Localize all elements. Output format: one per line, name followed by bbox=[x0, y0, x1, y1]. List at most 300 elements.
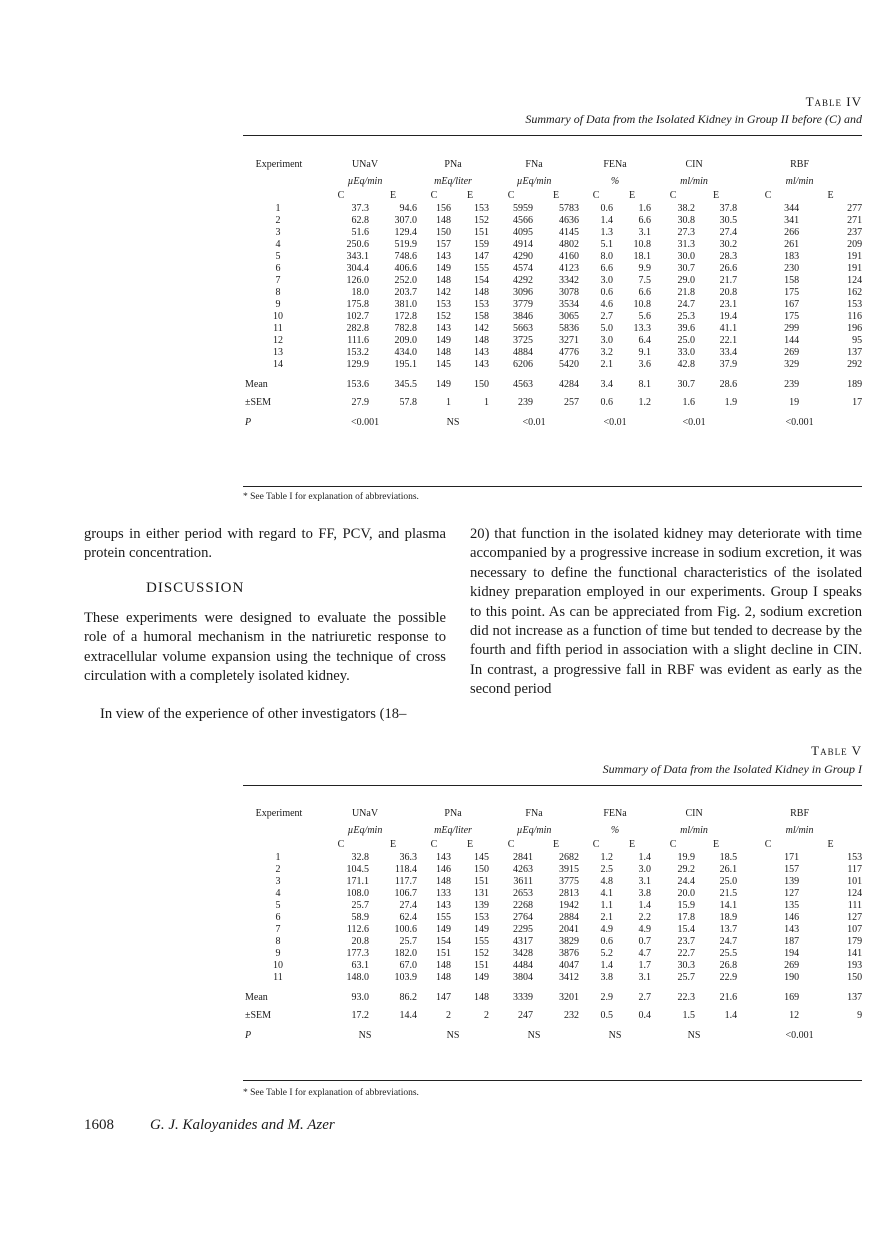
experiment-number: 8 bbox=[275, 287, 281, 298]
table-row bbox=[243, 215, 862, 227]
table-cell: 26.1 bbox=[719, 864, 738, 875]
table-cell: 25.0 bbox=[677, 335, 696, 346]
mean-cell: 22.3 bbox=[677, 992, 696, 1003]
table-cell: 7.5 bbox=[638, 275, 652, 286]
table-cell: 158 bbox=[784, 275, 800, 286]
table-cell: 299 bbox=[784, 323, 800, 334]
table-cell: 172.8 bbox=[394, 311, 418, 322]
table-cell: 150 bbox=[847, 972, 863, 983]
table-row bbox=[243, 972, 862, 984]
table-cell: 3611 bbox=[513, 876, 534, 887]
period-e: E bbox=[713, 839, 720, 850]
mean-cell: 93.0 bbox=[351, 992, 369, 1003]
p-value: NS bbox=[687, 1030, 701, 1041]
sem-cell: 57.8 bbox=[399, 397, 418, 408]
experiment-number: 4 bbox=[275, 239, 281, 250]
table-cell: 3412 bbox=[559, 972, 580, 983]
table-cell: 148 bbox=[474, 287, 490, 298]
table-cell: 3915 bbox=[559, 864, 580, 875]
table-cell: 1.4 bbox=[600, 960, 614, 971]
table-cell: 116 bbox=[847, 311, 863, 322]
header-row bbox=[243, 804, 862, 824]
table-cell: 102.7 bbox=[346, 311, 369, 322]
table-cell: 18.5 bbox=[719, 852, 738, 863]
table-cell: 151 bbox=[436, 948, 452, 959]
unit-pna: mEq/liter bbox=[434, 176, 472, 187]
table-cell: 152 bbox=[474, 215, 490, 226]
table-cell: 22.9 bbox=[719, 972, 738, 983]
table-cell: 28.3 bbox=[719, 251, 738, 262]
table-cell: 20.0 bbox=[677, 888, 696, 899]
table-cell: 3428 bbox=[513, 948, 534, 959]
table-cell: 106.7 bbox=[394, 888, 418, 899]
table-row bbox=[243, 852, 862, 864]
table-cell: 58.9 bbox=[351, 912, 369, 923]
table-cell: 112.6 bbox=[346, 924, 369, 935]
mean-cell: 4284 bbox=[559, 379, 580, 390]
authors: G. J. Kaloyanides and M. Azer bbox=[150, 1117, 335, 1133]
unit-fena: % bbox=[610, 825, 620, 836]
table-cell: 14.1 bbox=[719, 900, 738, 911]
col-header-pna: PNa bbox=[444, 808, 462, 819]
table-cell: 266 bbox=[784, 227, 800, 238]
table-cell: 2841 bbox=[513, 852, 534, 863]
sem-cell: 14.4 bbox=[399, 1010, 418, 1021]
col-header-rbf: RBF bbox=[790, 808, 810, 819]
table-cell: 149 bbox=[436, 335, 452, 346]
col-header-unav: UNaV bbox=[351, 159, 379, 170]
p-value: <0.001 bbox=[785, 417, 814, 428]
table-row bbox=[243, 251, 862, 263]
table-cell: 175.8 bbox=[346, 299, 369, 310]
table-cell: 3804 bbox=[513, 972, 534, 983]
table-cell: 230 bbox=[784, 263, 800, 274]
left-paragraph-2: These experiments were designed to evaluate the possible role of a humoral mechanism in the natriuretic response to extracellular volume expansion using the technique of cross circulation with a completely isolated kidney. bbox=[84, 610, 446, 685]
table-cell: 153 bbox=[474, 912, 490, 923]
table-cell: 3.1 bbox=[638, 227, 652, 238]
table-cell: 147 bbox=[474, 251, 490, 262]
table-cell: 145 bbox=[474, 852, 490, 863]
table-row bbox=[243, 960, 862, 972]
table-cell: 148 bbox=[436, 275, 452, 286]
table-cell: 209.0 bbox=[394, 335, 418, 346]
units-row bbox=[243, 824, 862, 838]
table-cell: 782.8 bbox=[394, 323, 418, 334]
table-cell: 103.9 bbox=[394, 972, 418, 983]
table-cell: 156 bbox=[436, 203, 452, 214]
table-cell: 153 bbox=[474, 299, 490, 310]
table-row bbox=[243, 912, 862, 924]
table-cell: 137 bbox=[847, 347, 863, 358]
table-cell: 30.0 bbox=[677, 251, 696, 262]
period-c: C bbox=[337, 190, 345, 201]
period-c: C bbox=[669, 839, 677, 850]
sem-cell: 2 bbox=[446, 1010, 452, 1021]
table-cell: 29.2 bbox=[677, 864, 696, 875]
table-cell: 148 bbox=[436, 215, 452, 226]
table-cell: 3.0 bbox=[600, 275, 614, 286]
sem-cell: 232 bbox=[564, 1010, 580, 1021]
table-cell: 3342 bbox=[559, 275, 580, 286]
unit-cin: ml/min bbox=[680, 825, 708, 836]
period-e: E bbox=[713, 190, 720, 201]
unit-rbf: ml/min bbox=[785, 176, 814, 187]
table-cell: 193 bbox=[847, 960, 863, 971]
table-cell: 146 bbox=[784, 912, 800, 923]
table-cell: 25.5 bbox=[719, 948, 738, 959]
table-cell: 5420 bbox=[559, 359, 580, 370]
table-cell: 3.0 bbox=[600, 335, 614, 346]
table-cell: 4802 bbox=[559, 239, 580, 250]
period-e: E bbox=[466, 190, 474, 201]
table5-caption: Summary of Data from the Isolated Kidney in Group I bbox=[602, 762, 862, 776]
table-cell: 30.8 bbox=[677, 215, 696, 226]
table-cell: 191 bbox=[847, 251, 863, 262]
table-cell: 139 bbox=[784, 876, 800, 887]
p-value: NS bbox=[358, 1030, 372, 1041]
table-cell: 2682 bbox=[559, 852, 580, 863]
table-cell: 152 bbox=[474, 948, 490, 959]
right-paragraph: 20) that function in the isolated kidney may deteriorate with time accompanied by a progressive increase in sodium excretion, it was necessary to define the functional characteristics of the isolated kidney preparation employed in our experiments. Group I speaks to this point. As can be appreciated from Fig. 2, sodium excretion did not increase as a function of time but tended to decrease by the fourth and fifth period in association with a slight decline in CIN. In contrast, a progressive fall in RBF was evident as early as the second period bbox=[470, 526, 862, 698]
table-cell: 21.8 bbox=[677, 287, 696, 298]
table-cell: 4292 bbox=[513, 275, 534, 286]
table-cell: 153 bbox=[436, 299, 452, 310]
table-cell: 26.8 bbox=[719, 960, 738, 971]
table-cell: 151 bbox=[474, 960, 490, 971]
experiment-number: 9 bbox=[275, 948, 281, 959]
mean-cell: 148 bbox=[474, 992, 490, 1003]
table-cell: 5783 bbox=[559, 203, 580, 214]
sem-row bbox=[243, 393, 862, 413]
table-cell: 1.7 bbox=[638, 960, 652, 971]
table-cell: 37.3 bbox=[351, 203, 369, 214]
period-e: E bbox=[827, 190, 834, 201]
table-cell: 19.4 bbox=[719, 311, 738, 322]
table-cell: 4484 bbox=[513, 960, 534, 971]
table-cell: 271 bbox=[847, 215, 863, 226]
unit-fena: % bbox=[610, 176, 620, 187]
sem-cell: 12 bbox=[789, 1010, 800, 1021]
mean-cell: 149 bbox=[436, 379, 452, 390]
table-cell: 30.5 bbox=[719, 215, 738, 226]
table-cell: 21.7 bbox=[719, 275, 738, 286]
experiment-number: 7 bbox=[275, 275, 281, 286]
table-cell: 18.1 bbox=[633, 251, 652, 262]
table-row bbox=[243, 335, 862, 347]
sem-cell: 247 bbox=[518, 1010, 534, 1021]
table-cell: 344 bbox=[784, 203, 800, 214]
table-cell: 63.1 bbox=[351, 960, 369, 971]
table-cell: 20.8 bbox=[351, 936, 369, 947]
table-cell: 149 bbox=[436, 263, 452, 274]
table-cell: 149 bbox=[474, 924, 490, 935]
table-cell: 3775 bbox=[559, 876, 580, 887]
experiment-number: 10 bbox=[273, 311, 283, 322]
table-cell: 203.7 bbox=[394, 287, 418, 298]
sem-cell: 1.9 bbox=[724, 397, 738, 408]
table-row bbox=[243, 924, 862, 936]
table-cell: 142 bbox=[474, 323, 490, 334]
col-header-fena: FENa bbox=[603, 159, 627, 170]
col-header-experiment: Experiment bbox=[255, 808, 303, 819]
table-cell: 67.0 bbox=[399, 960, 418, 971]
table-cell: 22.1 bbox=[719, 335, 738, 346]
table-row bbox=[243, 287, 862, 299]
table-cell: 118.4 bbox=[394, 864, 418, 875]
sem-label: ±SEM bbox=[245, 397, 272, 408]
p-value: NS bbox=[446, 417, 460, 428]
table-cell: 124 bbox=[847, 888, 863, 899]
table-cell: 154 bbox=[474, 275, 490, 286]
period-c: C bbox=[430, 839, 438, 850]
table-cell: 4.7 bbox=[638, 948, 652, 959]
table-cell: 2.2 bbox=[638, 912, 652, 923]
p-value: <0.01 bbox=[522, 417, 546, 428]
col-header-pna: PNa bbox=[444, 159, 462, 170]
table4-top-rule bbox=[243, 135, 862, 136]
table-cell: 29.0 bbox=[677, 275, 696, 286]
sem-cell: 0.4 bbox=[638, 1010, 652, 1021]
table-cell: 6206 bbox=[513, 359, 534, 370]
table-row bbox=[243, 876, 862, 888]
mean-cell: 153.6 bbox=[346, 379, 369, 390]
table-row bbox=[243, 275, 862, 287]
table-cell: 8.0 bbox=[600, 251, 614, 262]
table-cell: 6.4 bbox=[638, 335, 652, 346]
table-cell: 18.9 bbox=[719, 912, 738, 923]
table-cell: 25.3 bbox=[677, 311, 696, 322]
period-row bbox=[243, 838, 862, 852]
table-cell: 157 bbox=[436, 239, 452, 250]
sem-cell: 0.6 bbox=[600, 397, 614, 408]
table-cell: 292 bbox=[847, 359, 863, 370]
table-row bbox=[243, 323, 862, 335]
table-cell: 148 bbox=[436, 960, 452, 971]
table-cell: 3534 bbox=[559, 299, 580, 310]
experiment-number: 8 bbox=[275, 936, 281, 947]
table5-bottom-rule bbox=[243, 1080, 862, 1081]
sem-cell: 1 bbox=[446, 397, 452, 408]
table-cell: 4263 bbox=[513, 864, 534, 875]
sem-cell: 1 bbox=[484, 397, 490, 408]
table-cell: 148 bbox=[436, 876, 452, 887]
experiment-number: 9 bbox=[275, 299, 281, 310]
table-cell: 4123 bbox=[559, 263, 580, 274]
table-cell: 143 bbox=[436, 323, 452, 334]
table-cell: 111 bbox=[847, 900, 863, 911]
table-cell: 62.8 bbox=[351, 215, 369, 226]
sem-label: ±SEM bbox=[245, 1010, 272, 1021]
table-cell: 329 bbox=[784, 359, 800, 370]
table-cell: 4.6 bbox=[600, 299, 614, 310]
table-cell: 341 bbox=[784, 215, 800, 226]
table-cell: 1.4 bbox=[600, 215, 614, 226]
table-cell: 151 bbox=[474, 876, 490, 887]
table-cell: 1942 bbox=[559, 900, 580, 911]
mean-cell: 86.2 bbox=[399, 992, 418, 1003]
table-cell: 3876 bbox=[559, 948, 580, 959]
table-cell: 162 bbox=[847, 287, 863, 298]
table-cell: 3.6 bbox=[638, 359, 652, 370]
table5-label: Table V bbox=[811, 743, 862, 758]
table-cell: 126.0 bbox=[346, 275, 369, 286]
period-c: C bbox=[507, 190, 515, 201]
table-cell: 27.4 bbox=[399, 900, 418, 911]
period-e: E bbox=[389, 190, 397, 201]
table-cell: 4.9 bbox=[638, 924, 652, 935]
table-cell: 3846 bbox=[513, 311, 534, 322]
period-e: E bbox=[389, 839, 397, 850]
table-cell: 150 bbox=[436, 227, 452, 238]
table-cell: 27.4 bbox=[719, 227, 738, 238]
table-row bbox=[243, 900, 862, 912]
sem-row bbox=[243, 1006, 862, 1026]
table-cell: 2.1 bbox=[600, 912, 614, 923]
experiment-number: 14 bbox=[273, 359, 283, 370]
table-row bbox=[243, 864, 862, 876]
col-header-cin: CIN bbox=[685, 159, 703, 170]
units-row bbox=[243, 175, 862, 189]
table-cell: 13.7 bbox=[719, 924, 738, 935]
table-cell: 148 bbox=[474, 335, 490, 346]
table-cell: 3829 bbox=[559, 936, 580, 947]
table-cell: 158 bbox=[474, 311, 490, 322]
table-cell: 307.0 bbox=[394, 215, 418, 226]
p-value: NS bbox=[527, 1030, 541, 1041]
table-cell: 38.2 bbox=[677, 203, 696, 214]
table-row bbox=[243, 263, 862, 275]
table-cell: 101 bbox=[847, 876, 863, 887]
table-cell: 143 bbox=[784, 924, 800, 935]
table-cell: 36.3 bbox=[399, 852, 418, 863]
period-e: E bbox=[466, 839, 474, 850]
period-e: E bbox=[552, 190, 560, 201]
table-cell: 269 bbox=[784, 347, 800, 358]
table-cell: 4574 bbox=[513, 263, 534, 274]
p-row bbox=[243, 413, 862, 433]
experiment-number: 11 bbox=[273, 972, 283, 983]
mean-cell: 2.7 bbox=[638, 992, 652, 1003]
mean-row bbox=[243, 377, 862, 393]
table-cell: 4.1 bbox=[600, 888, 614, 899]
table-cell: 23.1 bbox=[719, 299, 738, 310]
table-cell: 343.1 bbox=[346, 251, 369, 262]
table-cell: 4.8 bbox=[600, 876, 614, 887]
period-row bbox=[243, 189, 862, 203]
table-cell: 159 bbox=[474, 239, 490, 250]
table-cell: 24.4 bbox=[677, 876, 696, 887]
table-cell: 62.4 bbox=[399, 912, 418, 923]
mean-cell: 4563 bbox=[513, 379, 534, 390]
table-cell: 143 bbox=[474, 347, 490, 358]
table-cell: 9.1 bbox=[638, 347, 652, 358]
table-cell: 183 bbox=[784, 251, 800, 262]
mean-cell: 2.9 bbox=[600, 992, 614, 1003]
table-cell: 4914 bbox=[513, 239, 534, 250]
experiment-number: 2 bbox=[275, 215, 281, 226]
period-e: E bbox=[827, 839, 834, 850]
sem-cell: 2 bbox=[484, 1010, 490, 1021]
table-cell: 124 bbox=[847, 275, 863, 286]
table-cell: 42.8 bbox=[677, 359, 696, 370]
table-cell: 24.7 bbox=[719, 936, 738, 947]
unit-rbf: ml/min bbox=[785, 825, 814, 836]
mean-cell: 239 bbox=[784, 379, 800, 390]
table4 bbox=[243, 155, 862, 433]
sem-cell: 9 bbox=[857, 1010, 863, 1021]
table-cell: 4047 bbox=[559, 960, 580, 971]
mean-label: Mean bbox=[245, 379, 268, 390]
table-cell: 175 bbox=[784, 287, 800, 298]
table-cell: 25.7 bbox=[399, 936, 418, 947]
table-cell: 3.1 bbox=[638, 876, 652, 887]
experiment-number: 5 bbox=[275, 900, 281, 911]
table-cell: 33.0 bbox=[677, 347, 696, 358]
table-cell: 26.6 bbox=[719, 263, 738, 274]
table-row bbox=[243, 936, 862, 948]
sem-cell: 1.4 bbox=[724, 1010, 738, 1021]
table-cell: 269 bbox=[784, 960, 800, 971]
mean-cell: 169 bbox=[784, 992, 800, 1003]
table-row bbox=[243, 227, 862, 239]
table-cell: 153 bbox=[474, 203, 490, 214]
table-cell: 1.3 bbox=[600, 227, 614, 238]
table-cell: 157 bbox=[784, 864, 800, 875]
table-cell: 31.3 bbox=[677, 239, 696, 250]
table-cell: 3725 bbox=[513, 335, 534, 346]
table-cell: 196 bbox=[847, 323, 863, 334]
left-paragraph-1: groups in either period with regard to FF, PCV, and plasma protein concentration. bbox=[84, 526, 446, 562]
table-cell: 4290 bbox=[513, 251, 534, 262]
table-cell: 30.2 bbox=[719, 239, 738, 250]
table-cell: 3.0 bbox=[638, 864, 652, 875]
table-cell: 30.3 bbox=[677, 960, 696, 971]
table-cell: 150 bbox=[474, 864, 490, 875]
table-cell: 10.8 bbox=[633, 239, 652, 250]
col-header-fna: FNa bbox=[525, 808, 543, 819]
mean-cell: 8.1 bbox=[638, 379, 652, 390]
table-cell: 1.6 bbox=[638, 203, 652, 214]
experiment-number: 4 bbox=[275, 888, 281, 899]
table-cell: 252.0 bbox=[394, 275, 418, 286]
table-cell: 143 bbox=[474, 359, 490, 370]
table4-label: Table IV bbox=[805, 94, 862, 109]
table-row bbox=[243, 299, 862, 311]
header-row bbox=[243, 155, 862, 175]
period-e: E bbox=[628, 190, 636, 201]
table-cell: 5.2 bbox=[600, 948, 614, 959]
table-cell: 21.5 bbox=[719, 888, 738, 899]
table-cell: 129.9 bbox=[346, 359, 369, 370]
table-cell: 143 bbox=[436, 900, 452, 911]
table-cell: 171 bbox=[784, 852, 800, 863]
sem-cell: 17.2 bbox=[351, 1010, 369, 1021]
mean-cell: 150 bbox=[474, 379, 490, 390]
table-cell: 381.0 bbox=[394, 299, 418, 310]
table5-top-rule bbox=[243, 785, 862, 786]
experiment-number: 1 bbox=[275, 203, 281, 214]
mean-cell: 147 bbox=[436, 992, 452, 1003]
table-cell: 5.6 bbox=[638, 311, 652, 322]
table-cell: 151 bbox=[474, 227, 490, 238]
table-cell: 3065 bbox=[559, 311, 580, 322]
p-value: <0.001 bbox=[350, 417, 380, 428]
p-value: NS bbox=[446, 1030, 460, 1041]
table-cell: 108.0 bbox=[346, 888, 369, 899]
table-cell: 3078 bbox=[559, 287, 580, 298]
table-cell: 171.1 bbox=[346, 876, 369, 887]
table-cell: 135 bbox=[784, 900, 800, 911]
